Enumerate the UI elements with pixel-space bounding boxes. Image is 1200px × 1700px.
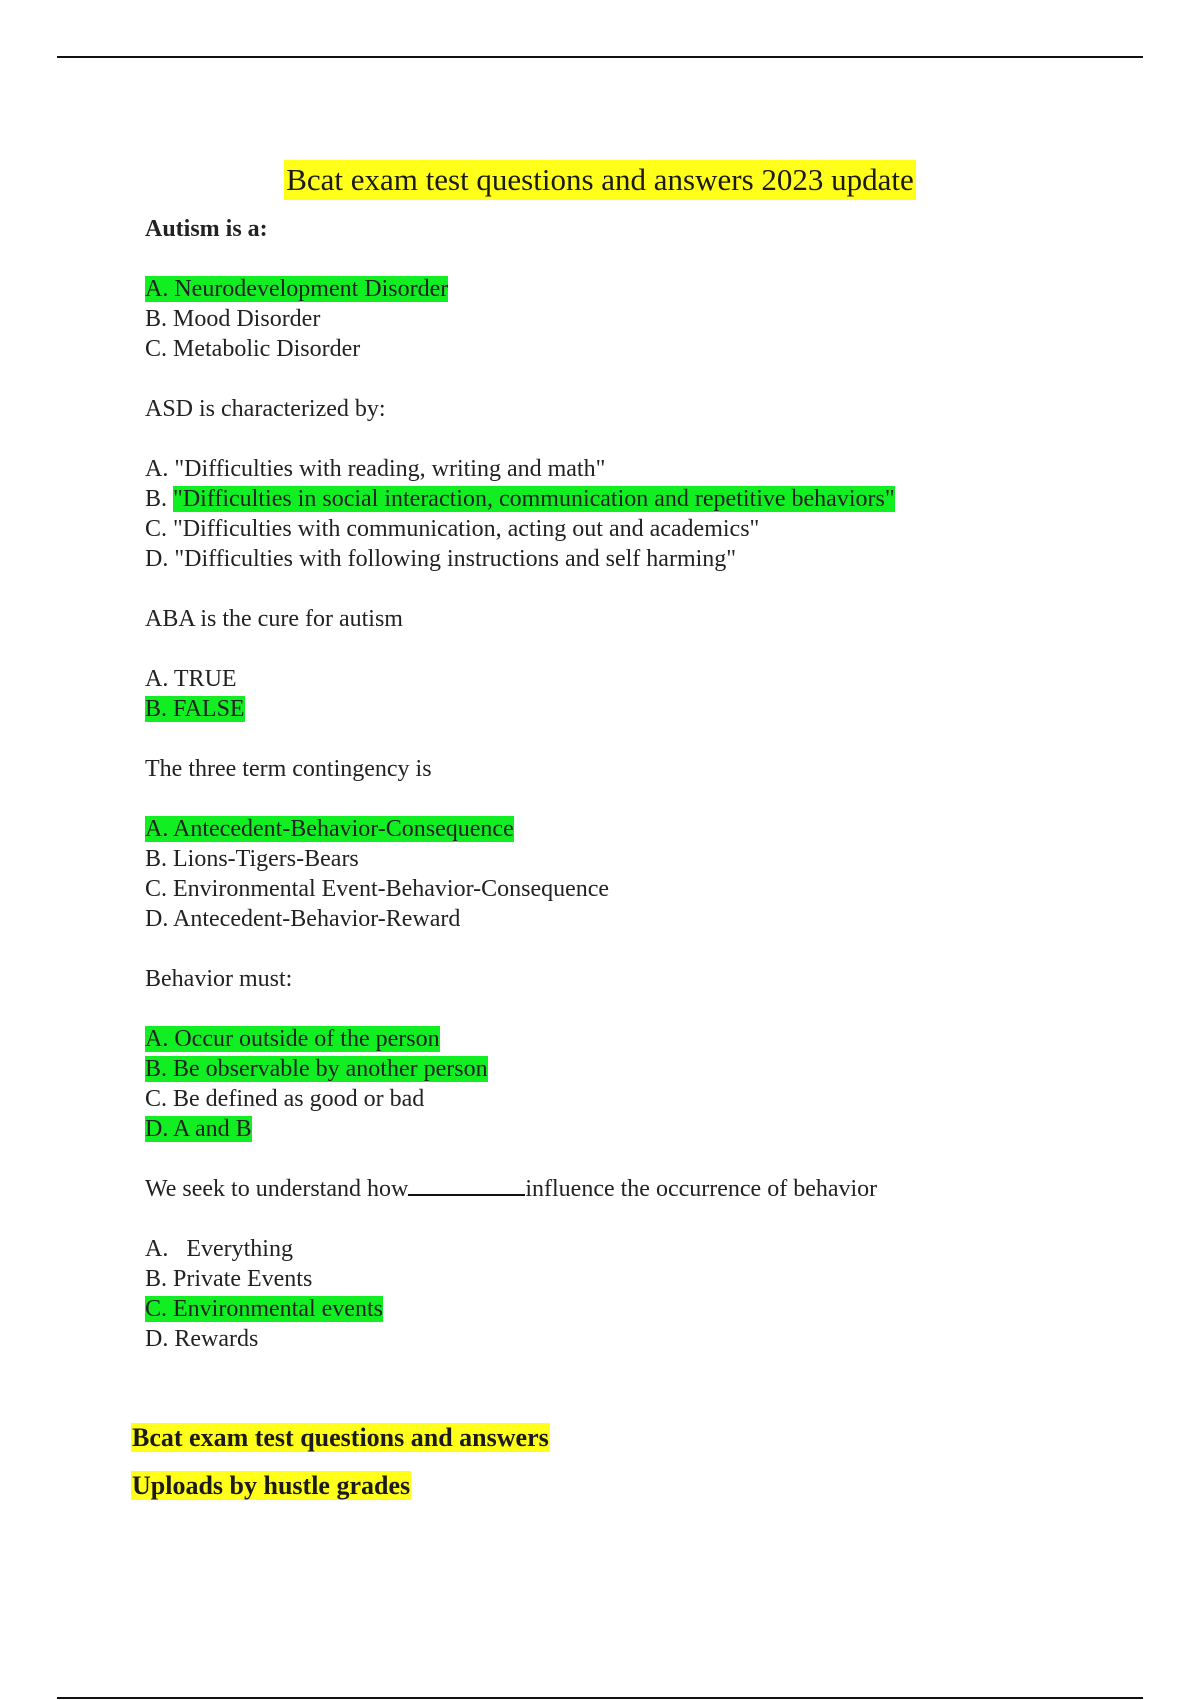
title-block	[0, 160, 1200, 200]
question-2-prompt: ASD is characterized by:	[145, 396, 386, 422]
top-rule	[57, 56, 1143, 58]
question-2-option-c: C. "Difficulties with communication, acting out and academics"	[145, 516, 760, 542]
correct-answer-highlight: D. A and B	[145, 1116, 252, 1142]
footer-line-2	[131, 1469, 550, 1517]
fill-in-blank	[408, 1174, 525, 1196]
question-3-option-b	[145, 694, 1145, 724]
question-5-option-a	[145, 1024, 1145, 1054]
correct-answer-highlight: B. FALSE	[145, 696, 245, 722]
question-1-option-b: B. Mood Disorder	[145, 306, 321, 332]
footer-line-1	[131, 1421, 550, 1469]
question-5-prompt: Behavior must:	[145, 966, 293, 992]
correct-answer-highlight: A. Neurodevelopment Disorder	[145, 276, 449, 302]
prompt-start: We seek to understand how	[145, 1176, 409, 1202]
document-title: Bcat exam test questions and answers 2023 update	[284, 160, 916, 200]
question-6-prompt	[145, 1174, 1145, 1204]
question-list	[145, 214, 1145, 1354]
correct-answer-highlight: A. Occur outside of the person	[145, 1026, 440, 1052]
question-4-prompt: The three term contingency is	[145, 756, 432, 782]
question-2-option-d: D. "Difficulties with following instructions and self harming"	[145, 546, 737, 572]
question-2-option-b	[145, 484, 1145, 514]
question-5-option-c: C. Be defined as good or bad	[145, 1086, 425, 1112]
question-5-option-b	[145, 1054, 1145, 1084]
question-2-option-a: A. "Difficulties with reading, writing and math"	[145, 456, 606, 482]
footer-credit: Uploads by hustle grades	[132, 1471, 411, 1500]
correct-answer-highlight: B. Be observable by another person	[145, 1056, 488, 1082]
question-3-prompt: ABA is the cure for autism	[145, 606, 403, 632]
question-4-option-b: B. Lions-Tigers-Bears	[145, 846, 359, 872]
correct-answer-highlight: C. Environmental events	[145, 1296, 383, 1322]
question-6-option-a: A. Everything	[145, 1236, 293, 1262]
question-6-option-b: B. Private Events	[145, 1266, 313, 1292]
question-4-option-a	[145, 814, 1145, 844]
question-6-option-c	[145, 1294, 1145, 1324]
question-3-option-a: A. TRUE	[145, 666, 237, 692]
option-letter: B.	[145, 486, 174, 512]
footer-block	[131, 1421, 550, 1517]
question-5-option-d	[145, 1114, 1145, 1144]
question-1-prompt: Autism is a:	[145, 216, 268, 242]
prompt-end: influence the occurrence of behavior	[525, 1176, 878, 1202]
question-4-option-d: D. Antecedent-Behavior-Reward	[145, 906, 461, 932]
question-6-option-d: D. Rewards	[145, 1326, 259, 1352]
question-4-option-c: C. Environmental Event-Behavior-Consequence	[145, 876, 610, 902]
bottom-rule	[57, 1697, 1143, 1699]
correct-answer-highlight: "Difficulties in social interaction, communication and repetitive behaviors"	[173, 486, 895, 512]
correct-answer-highlight: A. Antecedent-Behavior-Consequence	[145, 816, 514, 842]
question-1-option-a	[145, 274, 1145, 304]
footer-heading: Bcat exam test questions and answers	[132, 1423, 549, 1452]
question-1-option-c: C. Metabolic Disorder	[145, 336, 361, 362]
